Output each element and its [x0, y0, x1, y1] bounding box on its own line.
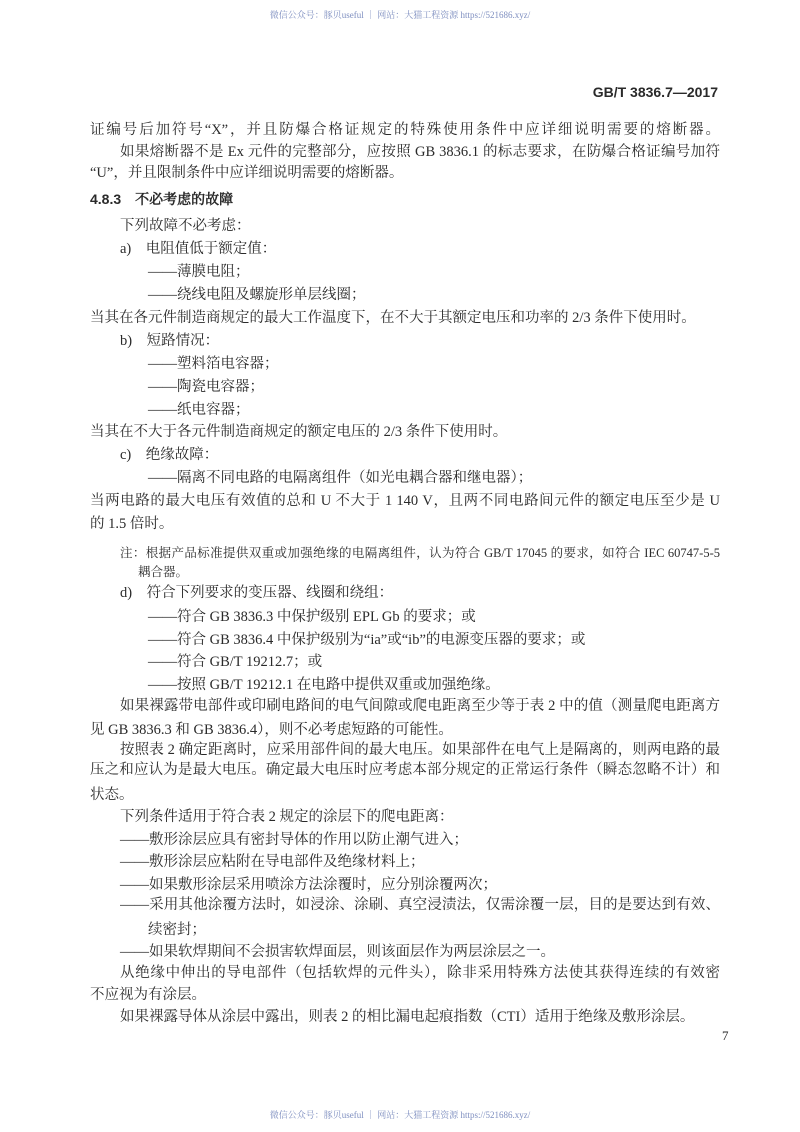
list-item: b) 短路情况：: [120, 333, 220, 349]
paragraph-line: “U”，并且限制条件中应详细说明需要的熔断器。: [90, 165, 404, 181]
paragraph-line: 如果裸露带电部件或印刷电路间的电气间隙或爬电距离至少等于表 2 中的值（测量爬电距离方: [120, 698, 720, 714]
paragraph-line: 按照表 2 确定距离时，应采用部件间的最大电压。如果部件在电气上是隔离的，则两电路的最: [120, 742, 720, 758]
list-item: d) 符合下列要求的变压器、线圈和绕组：: [120, 585, 394, 601]
paragraph-line: 不应视为有涂层。: [90, 987, 206, 1003]
paragraph-line: 从绝缘中伸出的导电部件（包括软焊的元件头），除非采用特殊方法使其获得连续的有效密: [120, 965, 720, 981]
list-item: 续密封；: [148, 922, 206, 938]
list-item: ——采用其他涂覆方法时，如浸涂、涂刷、真空浸渍法，仅需涂覆一层，目的是要达到有效、: [120, 897, 720, 913]
paragraph-line: 当两电路的最大电压有效值的总和 U 不大于 1 140 V，且两不同电路间元件的额定电压至少是 U: [90, 493, 720, 509]
list-item: ——薄膜电阻；: [148, 264, 250, 280]
paragraph-line: 状态。: [90, 787, 134, 803]
paragraph-line: 如果裸露导体从涂层中露出，则表 2 的相比漏电起痕指数（CTI）适用于绝缘及敷形涂层。: [120, 1009, 695, 1025]
standard-number-header: GB/T 3836.7—2017: [592, 84, 718, 100]
list-item: ——绕线电阻及螺旋形单层线圈；: [148, 287, 366, 303]
section-heading: 4.8.3 不必考虑的故障: [90, 191, 234, 207]
list-item: ——符合 GB 3836.3 中保护级别 EPL Gb 的要求；或: [148, 609, 476, 625]
list-item: ——陶瓷电容器；: [148, 379, 264, 395]
note-line: 注：根据产品标准提供双重或加强绝缘的电隔离组件，认为符合 GB/T 17045 的要求，如符合 IEC 60747-5-5: [120, 546, 720, 560]
list-item: ——纸电容器；: [148, 402, 250, 418]
paragraph-line: 当其在不大于各元件制造商规定的额定电压的 2/3 条件下使用时。: [90, 424, 508, 440]
paragraph-line: 的 1.5 倍时。: [90, 516, 174, 532]
paragraph-line: 如果熔断器不是 Ex 元件的完整部分，应按照 GB 3836.1 的标志要求，在防爆合格证编号加符: [120, 144, 720, 160]
list-item: ——塑料箔电容器；: [148, 356, 279, 372]
watermark-bottom: 微信公众号：豚贝useful ｜ 网站：大猫工程资源 https://521686.xyz/: [269, 1110, 531, 1120]
list-item: ——符合 GB 3836.4 中保护级别为“ia”或“ib”的电源变压器的要求；或: [148, 632, 586, 648]
list-item: c) 绝缘故障：: [120, 447, 219, 463]
list-item: ——敷形涂层应具有密封导体的作用以防止潮气进入；: [120, 832, 468, 848]
paragraph-line: 下列故障不必考虑：: [120, 218, 251, 234]
list-item: ——按照 GB/T 19212.1 在电路中提供双重或加强绝缘。: [148, 677, 500, 693]
list-item: a) 电阻值低于额定值：: [120, 241, 277, 257]
list-item: ——符合 GB/T 19212.7；或: [148, 654, 323, 670]
page-number: 7: [722, 1028, 729, 1043]
paragraph-line: 压之和应认为是最大电压。确定最大电压时应考虑本部分规定的正常运行条件（瞬态忽略不计）和: [90, 762, 720, 778]
list-item: ——隔离不同电路的电隔离组件（如光电耦合器和继电器）；: [148, 470, 533, 486]
paragraph-line: 见 GB 3836.3 和 GB 3836.4），则不必考虑短路的可能性。: [90, 722, 453, 738]
paragraph-line: 下列条件适用于符合表 2 规定的涂层下的爬电距离：: [120, 809, 454, 825]
note-line: 耦合器。: [138, 565, 189, 579]
list-item: ——如果软焊期间不会损害软焊面层，则该面层作为两层涂层之一。: [120, 944, 555, 960]
watermark-top: 微信公众号：豚贝useful ｜ 网站：大猫工程资源 https://521686.xyz/: [269, 10, 531, 20]
list-item: ——如果敷形涂层采用喷涂方法涂覆时，应分别涂覆两次；: [120, 877, 497, 893]
paragraph-line: 证编号后加符号“X”，并且防爆合格证规定的特殊使用条件中应详细说明需要的熔断器。: [90, 122, 720, 138]
list-item: ——敷形涂层应粘附在导电部件及绝缘材料上；: [120, 854, 425, 870]
paragraph-line: 当其在各元件制造商规定的最大工作温度下，在不大于其额定电压和功率的 2/3 条件下使用时。: [90, 310, 696, 326]
